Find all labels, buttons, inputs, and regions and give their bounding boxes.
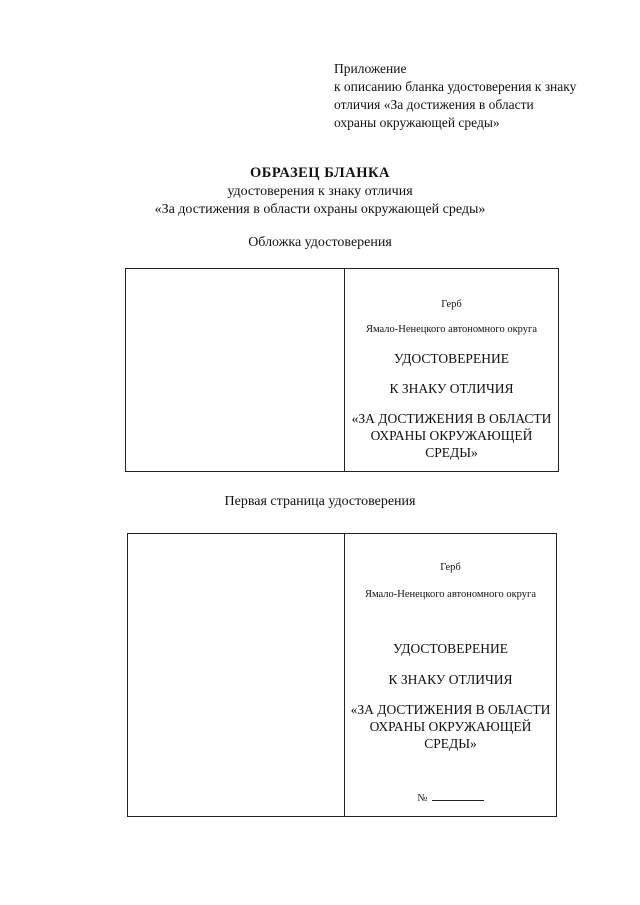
appendix-line: охраны окружающей среды» <box>334 115 500 130</box>
certificate-title: УДОСТОВЕРЕНИЕ <box>394 351 509 366</box>
region-label: Ямало-Ненецкого автономного округа <box>364 589 537 600</box>
award-label: К ЗНАКУ ОТЛИЧИЯ <box>388 672 513 687</box>
first-page-caption: Первая страница удостоверения <box>224 494 416 509</box>
certificate-title: УДОСТОВЕРЕНИЕ <box>393 641 508 656</box>
award-name: «ЗА ДОСТИЖЕНИЯ В ОБЛАСТИ <box>351 411 552 426</box>
emblem-label: Герб <box>440 562 461 573</box>
award-name: СРЕДЫ» <box>425 445 478 460</box>
appendix-line: к описанию бланка удостоверения к знаку <box>334 79 577 94</box>
number-field <box>345 790 556 804</box>
award-name: «ЗА ДОСТИЖЕНИЯ В ОБЛАСТИ <box>350 702 551 717</box>
award-name: ОХРАНЫ ОКРУЖАЮЩЕЙ <box>370 428 533 443</box>
document-subtitle: удостоверения к знаку отличия <box>227 184 413 199</box>
appendix-note <box>334 60 624 132</box>
document-subtitle: «За достижения в области охраны окружающей среды» <box>154 202 486 217</box>
number-label: № <box>417 793 428 804</box>
number-blank <box>432 790 484 801</box>
award-name: СРЕДЫ» <box>424 736 477 751</box>
appendix-line: Приложение <box>334 61 407 76</box>
cover-form <box>125 268 559 472</box>
award-label: К ЗНАКУ ОТЛИЧИЯ <box>389 381 514 396</box>
cover-caption: Обложка удостоверения <box>248 235 392 250</box>
appendix-line: отличия «За достижения в области <box>334 97 534 112</box>
first-page-form <box>127 533 557 817</box>
emblem-label: Герб <box>441 299 462 310</box>
award-name: ОХРАНЫ ОКРУЖАЮЩЕЙ <box>369 719 532 734</box>
region-label: Ямало-Ненецкого автономного округа <box>365 324 538 335</box>
document-title: ОБРАЗЕЦ БЛАНКА <box>250 165 390 181</box>
